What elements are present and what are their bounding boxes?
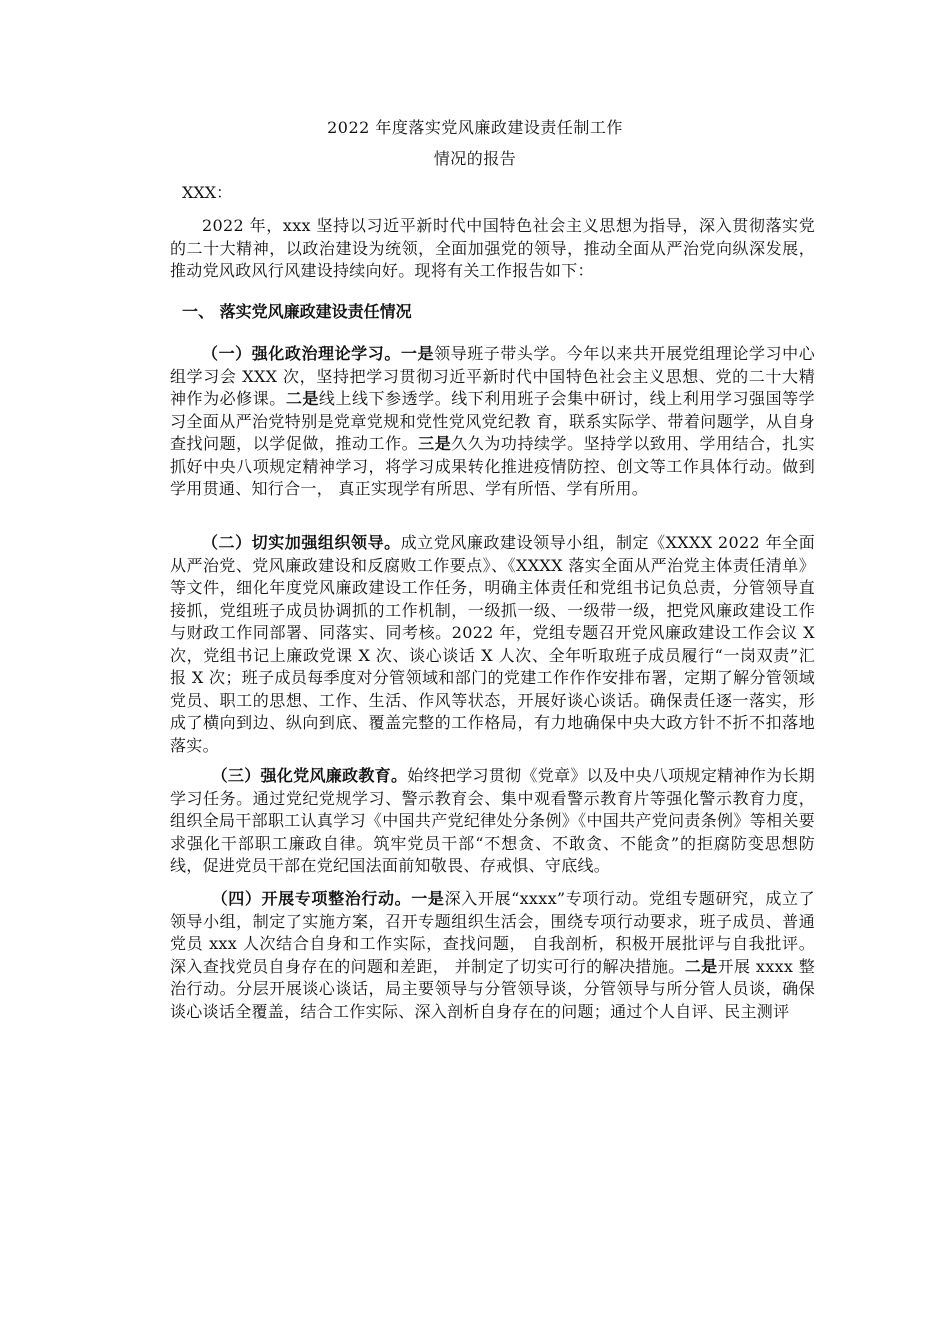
paragraph-lead: （二）切实加强组织领导。 xyxy=(202,533,401,552)
paragraph-text: 深入开展“xxxx”专项行动。党组专题研究，成立了领导小组，制定了实施方案，召开专题组织生活会，围绕专项行动要求，班子成员、普通党员 xxx 人次结合自身和工作实际，查找问题， 自我剖析，积极开展批评与自我批评。深入查找党员自身存在的问题和差距， 并制定了切实可行的解决措施。 xyxy=(170,889,815,976)
paragraph-text: 开展 xxxx 整治行动。分层开展谈心谈话，局主要领导与分管领导谈，分管领导与所分管人员谈，确保谈心谈话全覆盖，结合工作实际、深入剖析自身存在的问题；通过个人自评、民主测评 xyxy=(170,956,816,1021)
point-marker: 二是 xyxy=(285,389,319,408)
paragraph-text: 领导班子带头学。今年以来共开展党组理论学习中心组学习会 XXX 次，坚持把学习贯彻习近平新时代中国特色社会主义思想、党的二十大精神作为必修课。 xyxy=(170,344,815,408)
paragraph-organization-leadership xyxy=(170,532,815,757)
paragraph-lead: （四）开展专项整治行动。 xyxy=(211,889,412,908)
intro-paragraph: 2022 年，xxx 坚持以习近平新时代中国特色社会主义思想为指导，深入贯彻落实党的二十大精神，以政治建设为统领，全面加强党的领导，推动全面从严治党向纵深发展，推动党风政风行风建设持续向好。现将有关工作报告如下： xyxy=(170,216,815,280)
section-heading-1: 一、 落实党风廉政建设责任情况 xyxy=(182,302,412,321)
paragraph-text: 久久为功持续学。坚持学以致用、学用结合，扎实抓好中央八项规定精神学习，将学习成果转化推进疫情防控、创文等工作具体行动。做到学用贯通、知行合一， 真正实现学有所思、学有所悟、学有所用。 xyxy=(170,434,815,498)
paragraph-text: 始终把学习贯彻《党章》以及中央八项规定精神作为长期学习任务。通过党纪党规学习、警示教育会、集中观看警示教育片等强化警示教育力度，组织全局干部职工认真学习《中国共产党纪律处分条例》《中国共产党问责条例》等相关要求强化干部职工廉政自律。筑牢党员干部“不想贪、不敢贪、不能贪”的拒腐防变思想防线，促进党员干部在党纪国法面前知敬畏、存戒惧、守底线。 xyxy=(170,766,815,875)
point-marker: 一是 xyxy=(411,889,445,908)
paragraph-integrity-education xyxy=(170,765,815,878)
paragraph-special-rectification xyxy=(170,888,815,1023)
document-title-line2: 情况的报告 xyxy=(433,149,517,168)
paragraph-text: 线上线下参透学。线下利用班子会集中研讨，线上利用学习强国等学习全面从严治党特别是党章党规和党性党风党纪教 育，联系实际学、带着问题学，从自身查找问题，以学促做，推动工作。 xyxy=(170,389,815,453)
paragraph-lead: （一）强化政治理论学习。 xyxy=(202,344,401,363)
salutation: XXX： xyxy=(182,183,233,202)
point-marker: 二是 xyxy=(684,956,718,976)
paragraph-political-study xyxy=(170,343,815,501)
point-marker: 一是 xyxy=(400,344,435,363)
paragraph-lead: （三）强化党风廉政教育。 xyxy=(211,766,408,785)
point-marker: 三是 xyxy=(418,434,452,453)
paragraph-text: 成立党风廉政建设领导小组，制定《XXXX 2022 年全面从严治党、党风廉政建设和反腐败工作要点》、《XXXX 落实全面从严治党主体责任清单》等文件，细化年度党风廉政建设工作任务，明确主体责任和党组书记负总责，分管领导直接抓，党组班子成员协调抓的工作机制，一级抓一级、一级带一级，把党风廉政建设工作与财政工作同部署、同落实、同考核。2022 年，党组专题召开党风廉政建设工作会议 X 次，党组书记上廉政党课 X 次、谈心谈话 X 人次、全年听取班子成员履行“一岗双责”汇报 X 次；班子成员每季度对分管领域和部门的党建工作作作安排布署，定期了解分管领域党员、职工的思想、工作、生活、作风等状态，开展好谈心谈话。确保责任逐一落实，形成了横向到边、纵向到底、覆盖完整的工作格局，有力地确保中央大政方针不折不扣落地落实。 xyxy=(170,533,816,755)
document-title-line1: 2022 年度落实党风廉政建设责任制工作 xyxy=(327,118,623,137)
